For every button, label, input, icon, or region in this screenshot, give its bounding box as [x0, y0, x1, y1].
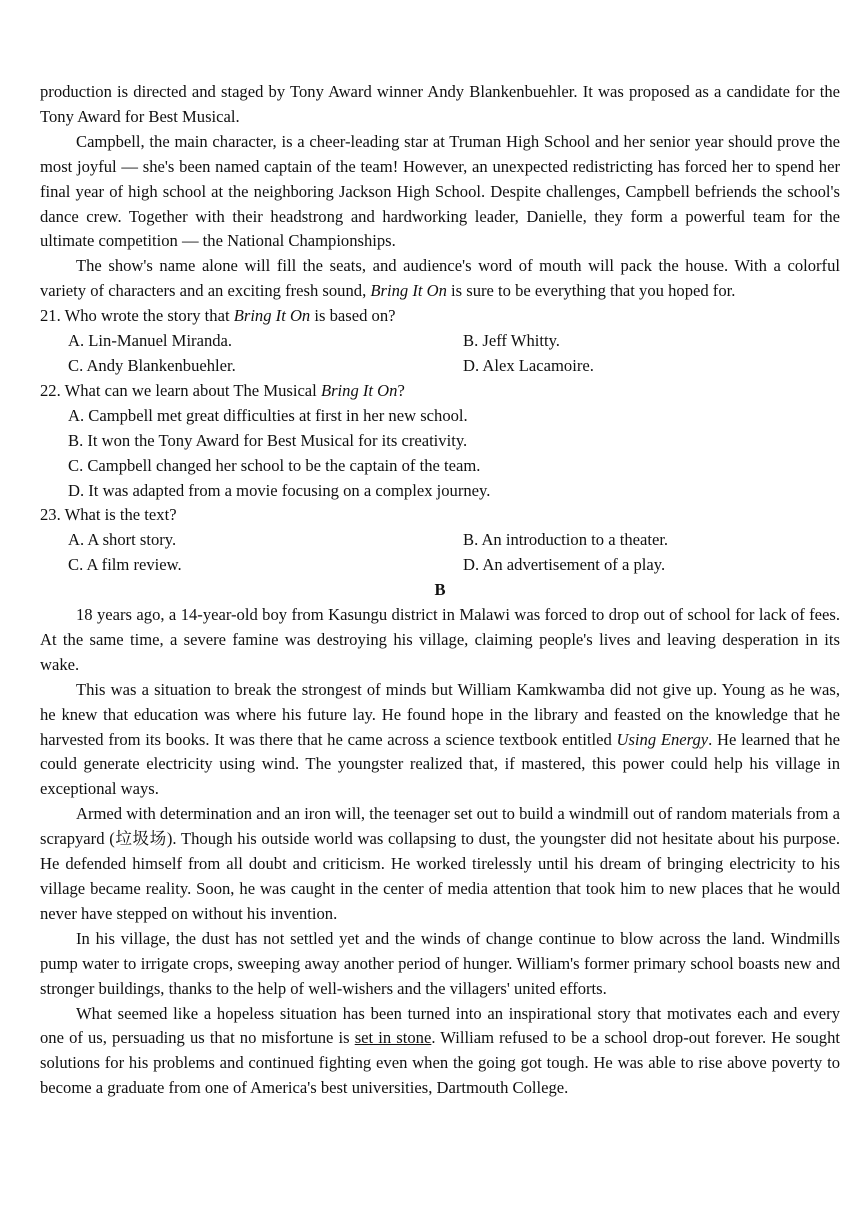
options-grid: [40, 329, 840, 379]
option-b: B. It won the Tony Award for Best Musical for its creativity.: [68, 430, 468, 450]
option-b: B. Jeff Whitty.: [463, 331, 560, 351]
option-b: B. An introduction to a theater.: [463, 530, 669, 550]
passage-b-paragraph-5: What seemed like a hopeless situation has been turned into an inspirational story that motivates each and every one of us, persuading us that no misfortune is set in stone. William refused to be a school drop-out forever. He sought solutions for his problems and continued fighting even when the going got tough. He was able to rise above poverty to become a graduate from one of America's best universities, Dartmouth College.: [40, 1003, 840, 1098]
passage-b-paragraph-4: In his village, the dust has not settled yet and the winds of change continue to blow across the land. Windmills pump water to irrigate crops, sweeping away another period of hunger. William's former primary school boasts new and stronger buildings, thanks to the help of well-wishers and the villagers' united efforts.: [40, 928, 840, 998]
option-c: C. A film review.: [68, 555, 182, 575]
exam-page: [40, 80, 840, 1101]
question-stem: 22. What can we learn about The Musical Bring It On?: [40, 380, 405, 400]
option-a: A. Lin-Manuel Miranda.: [68, 331, 233, 351]
option-d: D. Alex Lacamoire.: [463, 355, 594, 375]
question-stem: 21. Who wrote the story that Bring It On is based on?: [40, 306, 396, 326]
question-stem: 23. What is the text?: [40, 505, 177, 525]
question-23: [40, 503, 840, 578]
passage-b-paragraph-1: 18 years ago, a 14-year-old boy from Kasungu district in Malawi was forced to drop out of school for lack of fees. At the same time, a severe famine was destroying his village, claiming people's lives and leaving desperation in its wake.: [40, 605, 840, 674]
passage-a-paragraph-1: production is directed and staged by Tony Award winner Andy Blankenbuehler. It was proposed as a candidate for the Tony Award for Best Musical.: [40, 82, 840, 126]
options-grid: [40, 528, 840, 578]
passage-a-paragraph-3: The show's name alone will fill the seats, and audience's word of mouth will pack the house. With a colorful variety of characters and an exciting fresh sound, Bring It On is sure to be everything that you hoped for.: [40, 256, 840, 301]
passage-b-paragraph-3: Armed with determination and an iron will, the teenager set out to build a windmill out of random materials from a scrapyard (垃圾场). Though his outside world was collapsing to dust, the youngster did not hesitate about his purpose. He defended himself from all doubt and criticism. He worked tirelessly until his dream of bringing electricity to his village became reality. Soon, he was caught in the center of media attention that took him to new places that he would never have stepped on without his invention.: [40, 804, 840, 923]
show-title: Bring It On: [370, 281, 447, 301]
underlined-phrase: set in stone: [354, 1028, 432, 1048]
passage-a-paragraph-2: Campbell, the main character, is a cheer-leading star at Truman High School and her senior year should prove the most joyful — she's been named captain of the team! However, an unexpected redistricting has forced her to spend her final year of high school at the neighboring Jackson High School. Despite challenges, Campbell befriends the school's dance crew. Together with their headstrong and hardworking leader, Danielle, they form a powerful team for the ultimate competition — the National Championships.: [40, 131, 840, 251]
option-a: A. Campbell met great difficulties at first in her new school.: [68, 405, 468, 425]
option-d: D. An advertisement of a play.: [463, 555, 666, 575]
question-22: [40, 379, 840, 504]
option-a: A. A short story.: [68, 530, 177, 550]
option-c: C. Campbell changed her school to be the captain of the team.: [68, 455, 481, 475]
question-21: [40, 304, 840, 379]
option-d: D. It was adapted from a movie focusing on a complex journey.: [68, 480, 491, 500]
book-title: Using Energy: [616, 729, 709, 749]
section-b-title: B: [434, 580, 446, 600]
passage-b-paragraph-2: This was a situation to break the strongest of minds but William Kamkwamba did not give up. Young as he was, he knew that education was where his future lay. He found hope in the library and feasted on the knowledge that he harvested from its books. It was there that he came across a science textbook entitled Using Energy. He learned that he could generate electricity using wind. The youngster realized that, if mastered, this power could help his village in exceptional ways.: [40, 679, 840, 799]
option-c: C. Andy Blankenbuehler.: [68, 355, 236, 375]
